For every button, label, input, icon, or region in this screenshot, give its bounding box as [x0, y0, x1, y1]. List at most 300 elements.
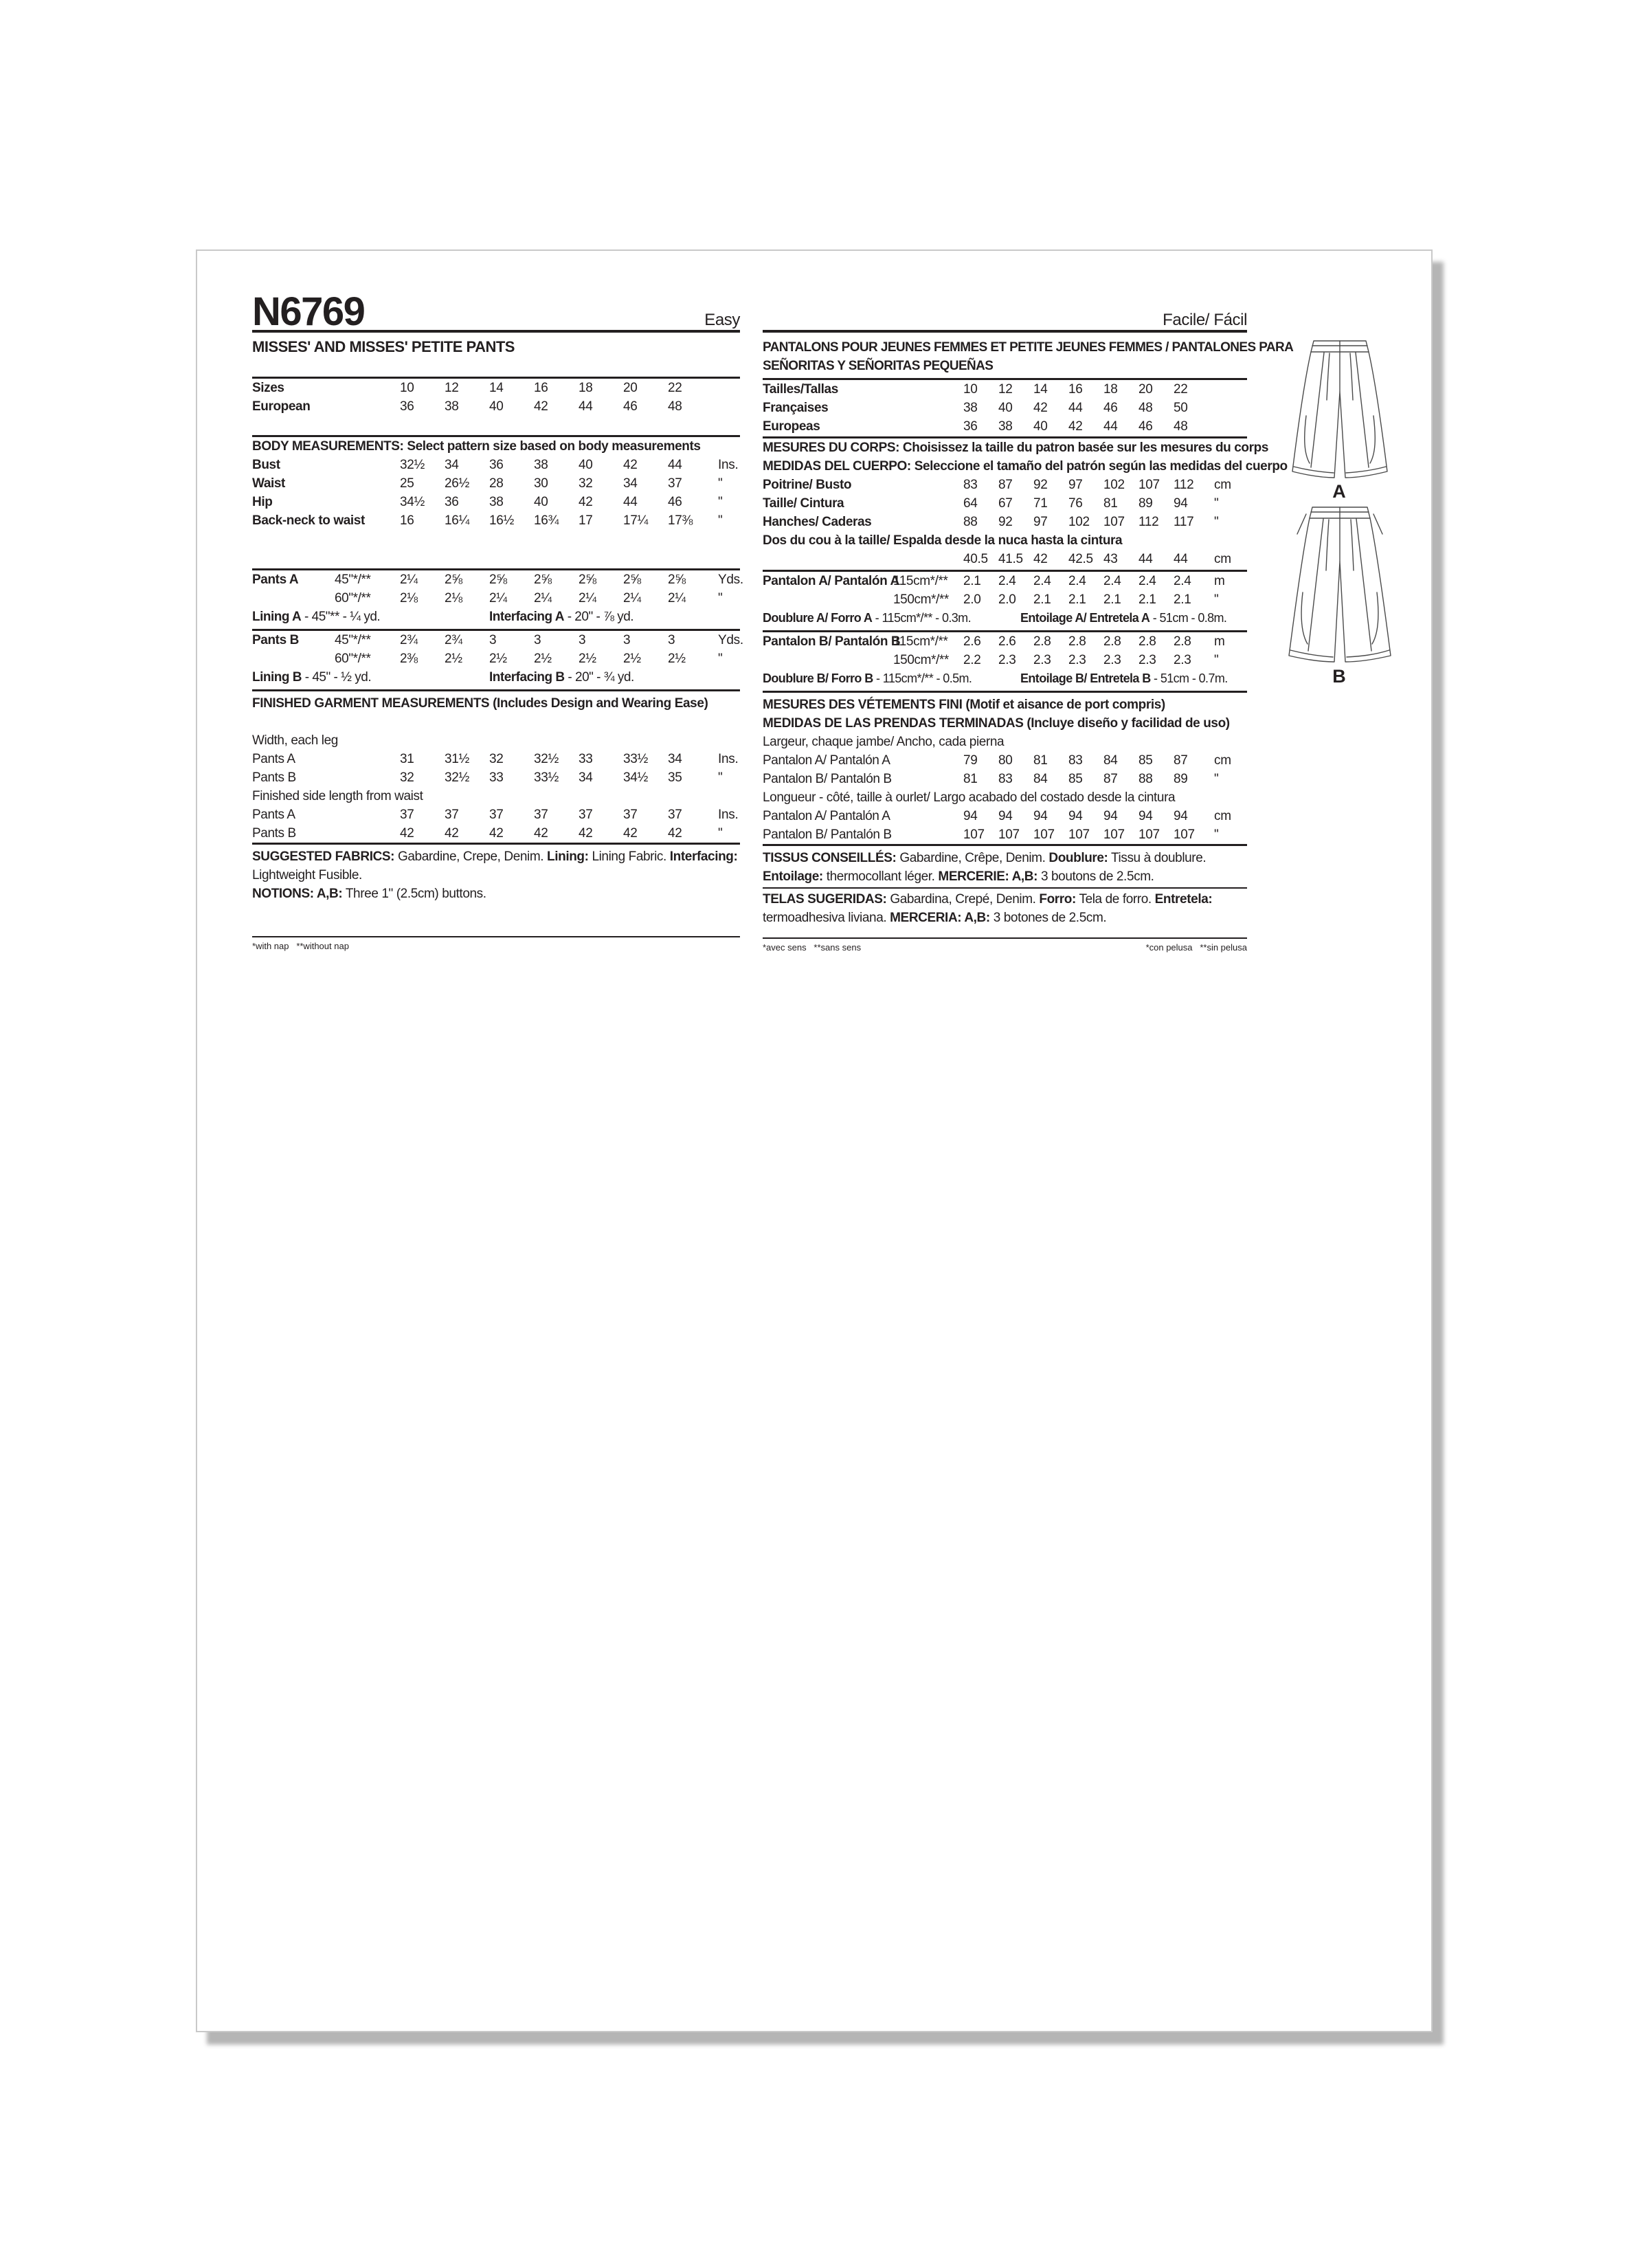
value-cell: 38	[489, 495, 504, 509]
pattern-number: N6769	[252, 289, 365, 334]
value-cell: 94	[1068, 809, 1083, 823]
unit-cell: "	[1214, 592, 1219, 607]
row-label: Pants A 45"*/**	[252, 570, 400, 589]
value-cell: 107	[1103, 515, 1125, 529]
value-cell: 112	[1174, 478, 1194, 492]
value-cell: 34½	[400, 495, 425, 509]
lining-interfacing-b-row	[252, 668, 740, 687]
value-cell: 34	[623, 476, 638, 491]
row-label: Europeas	[763, 419, 820, 434]
value-cell: 94	[963, 809, 978, 823]
value-cell: 36	[445, 495, 459, 509]
divider	[252, 843, 740, 845]
value-cell: 79	[963, 753, 978, 768]
value-cell: 42	[623, 826, 638, 841]
value-cell: 2.3	[1068, 653, 1086, 667]
value-cell: 25	[400, 476, 414, 491]
value-cell: 33	[579, 752, 593, 766]
unit-cell: cm	[1214, 809, 1231, 823]
value-cell: 94	[1033, 809, 1048, 823]
value-cell: 2⅜	[400, 652, 418, 666]
value-cell: 2.0	[963, 592, 981, 607]
row-label: Pantalon A/ Pantalón A 115cm*/**	[763, 572, 963, 590]
pattern-header	[252, 271, 740, 334]
value-cell: 42	[579, 495, 593, 509]
value-cell: 17¼	[623, 513, 649, 528]
divider	[763, 691, 1247, 693]
value-cell: 2¼	[668, 591, 686, 605]
value-cell: 2¼	[623, 591, 641, 605]
value-cell: 2½	[445, 652, 462, 666]
table-row	[763, 417, 1247, 436]
row-label: Hanches/ Caderas	[763, 515, 872, 529]
divider	[763, 844, 1247, 846]
value-cell: 85	[1138, 753, 1153, 768]
table-row	[763, 770, 1247, 788]
value-cell: 46	[668, 495, 682, 509]
value-cell: 2.4	[1174, 574, 1191, 588]
longueur-label: Longueur - côté, taille à ourlet/ Largo acabado del costado desde la cintura	[763, 790, 1176, 805]
value-cell: 2.4	[998, 574, 1016, 588]
value-cell: 112	[1138, 515, 1159, 529]
value-cell: 48	[668, 399, 682, 414]
value-cell: 2.8	[1138, 634, 1156, 649]
row-label: Hip	[252, 495, 273, 509]
value-cell: 46	[1138, 419, 1153, 434]
unit-cell	[713, 397, 740, 416]
fabric-width-spec: 150cm*/**	[893, 653, 949, 667]
row-label: Pants A	[252, 808, 295, 822]
value-cell: 107	[963, 827, 985, 842]
value-cell: 32½	[534, 752, 559, 766]
value-cell: 40	[534, 495, 548, 509]
unit-cell: "	[718, 513, 723, 528]
unit-cell: "	[718, 495, 723, 509]
value-cell: 85	[1068, 772, 1083, 786]
value-cell: 46	[623, 399, 638, 414]
fabric-width-spec: 60"*/**	[335, 591, 371, 605]
unit-cell: "	[1214, 515, 1219, 529]
value-cell: 48	[1138, 401, 1153, 415]
value-cell: 32	[400, 770, 414, 785]
value-cell: 97	[1068, 478, 1083, 492]
value-cell: 44	[668, 458, 682, 472]
value-cell: 67	[998, 496, 1013, 511]
body-measurements-header-es: MEDIDAS DEL CUERPO: Seleccione el tamaño del patrón según las medidas del cuerpo	[763, 459, 1288, 474]
value-cell: 94	[1174, 496, 1188, 511]
value-cell: 2.2	[963, 653, 981, 667]
value-cell: 107	[1138, 478, 1160, 492]
pants-b-illustration	[1285, 503, 1395, 665]
value-cell: 2⅛	[400, 591, 418, 605]
table-row	[252, 511, 740, 530]
table-row	[763, 550, 1247, 568]
table-row	[763, 590, 1247, 609]
fabric-width-spec: 45"*/**	[335, 572, 371, 587]
value-cell: 37	[400, 808, 414, 822]
value-cell: 14	[489, 381, 504, 395]
value-cell: 2.6	[998, 634, 1016, 649]
yardage-pantalon-a-table	[763, 572, 1247, 609]
value-cell: 83	[963, 478, 978, 492]
value-cell: 20	[623, 381, 638, 395]
value-cell: 84	[1033, 772, 1048, 786]
unit-cell: cm	[1214, 552, 1231, 566]
row-label: Bust	[252, 458, 280, 472]
value-cell: 30	[534, 476, 548, 491]
value-cell: 102	[1068, 515, 1090, 529]
value-cell: 2.1	[963, 574, 981, 588]
value-cell: 76	[1068, 496, 1083, 511]
row-label: Pants B	[252, 826, 296, 841]
value-cell: 42	[534, 826, 548, 841]
value-cell: 2.1	[1174, 592, 1191, 607]
value-cell: 16	[400, 513, 414, 528]
row-label	[252, 589, 400, 608]
table-row	[252, 589, 740, 608]
value-cell: 35	[668, 770, 682, 785]
value-cell: 34½	[623, 770, 649, 785]
notions-line: NOTIONS: A,B: Three 1" (2.5cm) buttons.	[252, 887, 486, 901]
yardage-pants-b-table	[252, 631, 743, 668]
fabric-width-spec: 45"*/**	[335, 633, 371, 647]
sizes-table-en	[252, 379, 740, 416]
row-label	[763, 590, 963, 609]
largeur-label: Largeur, chaque jambe/ Ancho, cada pierna	[763, 735, 1005, 749]
value-cell: 38	[534, 458, 548, 472]
value-cell: 2⅝	[445, 572, 462, 587]
row-label: Waist	[252, 476, 285, 491]
unit-cell: "	[1214, 827, 1219, 842]
value-cell: 3	[534, 633, 541, 647]
value-cell: 107	[1103, 827, 1125, 842]
value-cell: 2.4	[1103, 574, 1121, 588]
value-cell: 36	[963, 419, 978, 434]
value-cell: 87	[1174, 753, 1188, 768]
suggested-fabrics-paragraph: SUGGESTED FABRICS: Gabardine, Crepe, Denim. Lining: Lining Fabric. Interfacing: Lightweight Fusible.	[252, 849, 738, 882]
unit-cell: Yds.	[718, 633, 743, 647]
value-cell: 37	[534, 808, 548, 822]
telas-paragraph: TELAS SUGERIDAS: Gabardina, Crepé, Denim. Forro: Tela de forro. Entretela: termoadhesiva liviana. MERCERIA: A,B: 3 botones de 2.5cm.	[763, 892, 1213, 925]
table-row	[763, 572, 1247, 590]
unit-cell: Ins.	[718, 808, 739, 822]
value-cell: 37	[579, 808, 593, 822]
doublure-a: Doublure A/ Forro A - 115cm*/** - 0.3m.	[763, 611, 971, 625]
unit-cell: cm	[1214, 753, 1231, 768]
value-cell: 81	[1033, 753, 1048, 768]
garment-views	[1275, 337, 1405, 688]
value-cell: 2.3	[1174, 653, 1191, 667]
nap-footnote-es: *con pelusa **sin pelusa	[1145, 942, 1247, 953]
value-cell: 81	[1103, 496, 1118, 511]
row-label: Pantalon B/ Pantalón B	[763, 772, 892, 786]
value-cell: 17⅜	[668, 513, 693, 528]
value-cell: 42	[579, 826, 593, 841]
footnote-divider	[252, 936, 740, 937]
nap-footnote-fr: *avec sens **sans sens	[763, 942, 862, 953]
value-cell: 36	[400, 399, 414, 414]
row-label: Sizes	[252, 381, 284, 395]
sizes-table-intl	[763, 380, 1247, 436]
interfacing-a: Interfacing A - 20" - ⅞ yd.	[489, 610, 634, 624]
value-cell: 2⅝	[579, 572, 596, 587]
yardage-pantalon-b-table	[763, 632, 1247, 669]
value-cell: 2⅝	[489, 572, 507, 587]
value-cell: 2.1	[1138, 592, 1156, 607]
row-label	[252, 649, 400, 668]
value-cell: 26½	[445, 476, 470, 491]
finished-measurements-header-es: MEDIDAS DE LAS PRENDAS TERMINADAS (Incluye diseño y facilidad de uso)	[763, 716, 1230, 731]
table-row	[763, 494, 1247, 513]
value-cell: 48	[1174, 419, 1188, 434]
doublure-entoilage-b-row	[763, 669, 1247, 688]
value-cell: 32½	[400, 458, 425, 472]
back-neck-label-intl: Dos du cou à la taille/ Espalda desde la nuca hasta la cintura	[763, 533, 1123, 548]
finished-measurements-header: FINISHED GARMENT MEASUREMENTS (Includes Design and Wearing Ease)	[252, 696, 708, 711]
yardage-pants-a-table	[252, 570, 743, 608]
value-cell: 2½	[534, 652, 552, 666]
table-row	[763, 807, 1247, 825]
value-cell: 2¾	[400, 633, 418, 647]
fabric-width-spec: 115cm*/**	[893, 574, 948, 588]
value-cell: 94	[1174, 809, 1188, 823]
table-row	[252, 631, 743, 649]
row-label	[763, 550, 963, 568]
value-cell: 16	[1068, 382, 1083, 397]
value-cell: 16¾	[534, 513, 559, 528]
finished-measurements-header-fr: MESURES DES VÉTEMENTS FINI (Motif et aisance de port compris)	[763, 698, 1165, 712]
value-cell: 83	[998, 772, 1013, 786]
value-cell: 40	[1033, 419, 1048, 434]
value-cell: 3	[489, 633, 497, 647]
value-cell: 42	[1033, 401, 1048, 415]
fabric-width-spec: 115cm*/**	[893, 634, 948, 649]
row-label: European	[252, 399, 311, 414]
unit-cell: "	[718, 591, 723, 605]
value-cell: 10	[963, 382, 978, 397]
lining-a: Lining A - 45"** - ¼ yd.	[252, 610, 381, 624]
table-row	[763, 651, 1247, 669]
pattern-title-intl	[763, 338, 1294, 375]
lining-b: Lining B - 45" - ½ yd.	[252, 670, 372, 685]
difficulty-label-intl: Facile/ Fácil	[1163, 311, 1247, 329]
value-cell: 88	[1138, 772, 1153, 786]
value-cell: 2.6	[963, 634, 981, 649]
value-cell: 2.4	[1138, 574, 1156, 588]
lining-interfacing-a-row	[252, 608, 740, 626]
value-cell: 107	[1138, 827, 1160, 842]
value-cell: 42	[400, 826, 414, 841]
value-cell: 2.8	[1033, 634, 1051, 649]
value-cell: 10	[400, 381, 414, 395]
unit-cell: "	[1214, 653, 1219, 667]
view-a-label: A	[1332, 481, 1347, 502]
table-row	[763, 476, 1247, 494]
value-cell: 107	[1174, 827, 1195, 842]
value-cell: 33½	[623, 752, 649, 766]
unit-cell: cm	[1214, 478, 1231, 492]
unit-cell	[713, 379, 740, 397]
unit-cell: Ins.	[718, 752, 739, 766]
unit-cell: m	[1214, 634, 1225, 649]
row-label: Taille/ Cintura	[763, 496, 844, 511]
unit-cell: "	[718, 826, 723, 841]
value-cell: 40.5	[963, 552, 988, 566]
french-spanish-column	[763, 271, 1294, 953]
value-cell: 2¾	[445, 633, 462, 647]
value-cell: 33	[489, 770, 504, 785]
value-cell: 17	[579, 513, 593, 528]
side-length-table-intl	[763, 807, 1247, 844]
value-cell: 2.3	[1103, 653, 1121, 667]
value-cell: 40	[579, 458, 593, 472]
value-cell: 16¼	[445, 513, 470, 528]
value-cell: 44	[1068, 401, 1083, 415]
value-cell: 2.4	[1033, 574, 1051, 588]
table-row	[252, 570, 743, 589]
value-cell: 28	[489, 476, 504, 491]
table-row	[252, 824, 740, 843]
value-cell: 2.1	[1033, 592, 1051, 607]
value-cell: 2.8	[1068, 634, 1086, 649]
pattern-title-en: MISSES' AND MISSES' PETITE PANTS	[252, 338, 515, 355]
value-cell: 80	[998, 753, 1013, 768]
value-cell: 107	[1033, 827, 1055, 842]
table-row	[252, 456, 740, 474]
pattern-header-intl	[763, 271, 1247, 330]
value-cell: 37	[489, 808, 504, 822]
value-cell: 44	[1103, 419, 1118, 434]
value-cell: 42	[489, 826, 504, 841]
row-label: Pantalon A/ Pantalón A	[763, 753, 890, 768]
value-cell: 40	[489, 399, 504, 414]
value-cell: 2.3	[1033, 653, 1051, 667]
value-cell: 2.1	[1068, 592, 1086, 607]
value-cell: 32½	[445, 770, 470, 785]
value-cell: 38	[445, 399, 459, 414]
footnote-divider	[763, 937, 1247, 939]
pattern-title-intl-line1: PANTALONS POUR JEUNES FEMMES ET PETITE JEUNES FEMMES / PANTALONES PARA	[763, 340, 1294, 355]
body-measurements-header-fr: MESURES DU CORPS: Choisissez la taille du patron basée sur les mesures du corps	[763, 441, 1269, 455]
value-cell: 34	[579, 770, 593, 785]
width-each-leg-table-intl	[763, 751, 1247, 788]
value-cell: 2¼	[534, 591, 552, 605]
value-cell: 44	[1138, 552, 1153, 566]
value-cell: 44	[623, 495, 638, 509]
row-label: Pants B 45"*/**	[252, 631, 400, 649]
nap-footnote-en: *with nap **without nap	[252, 941, 349, 951]
value-cell: 40	[998, 401, 1013, 415]
doublure-b: Doublure B/ Forro B - 115cm*/** - 0.5m.	[763, 671, 972, 685]
row-label: Poitrine/ Busto	[763, 478, 852, 492]
value-cell: 84	[1103, 753, 1118, 768]
value-cell: 2.4	[1068, 574, 1086, 588]
value-cell: 107	[998, 827, 1020, 842]
table-row	[763, 513, 1247, 531]
table-row	[252, 493, 740, 511]
table-row	[252, 750, 740, 768]
table-row	[252, 379, 740, 397]
unit-cell	[1209, 417, 1247, 436]
unit-cell: "	[718, 652, 723, 666]
value-cell: 33½	[534, 770, 559, 785]
english-column	[252, 271, 743, 951]
value-cell: 102	[1103, 478, 1125, 492]
table-row	[252, 397, 740, 416]
value-cell: 16½	[489, 513, 515, 528]
value-cell: 46	[1103, 401, 1118, 415]
row-label: Pants A	[252, 752, 295, 766]
value-cell: 3	[623, 633, 631, 647]
value-cell: 83	[1068, 753, 1083, 768]
value-cell: 42	[668, 826, 682, 841]
value-cell: 32	[489, 752, 504, 766]
value-cell: 2½	[579, 652, 596, 666]
side-length-table	[252, 805, 740, 843]
value-cell: 2.0	[998, 592, 1016, 607]
value-cell: 3	[579, 633, 586, 647]
value-cell: 41.5	[998, 552, 1023, 566]
table-row	[763, 632, 1247, 651]
value-cell: 88	[963, 515, 978, 529]
view-b-label: B	[1332, 666, 1347, 687]
unit-cell	[1209, 380, 1247, 399]
table-row	[252, 768, 740, 787]
value-cell: 92	[1033, 478, 1048, 492]
divider	[252, 689, 740, 691]
value-cell: 71	[1033, 496, 1048, 511]
entoilage-b: Entoilage B/ Entretela B - 51cm - 0.7m.	[1020, 671, 1228, 685]
value-cell: 92	[998, 515, 1013, 529]
value-cell: 36	[489, 458, 504, 472]
value-cell: 42.5	[1068, 552, 1093, 566]
row-label: Pantalon B/ Pantalón B 115cm*/**	[763, 632, 963, 651]
tissus-paragraph: TISSUS CONSEILLÉS: Gabardine, Crêpe, Denim. Doublure: Tissu à doublure. Entoilage: thermocollant léger. MERCERIE: A,B: 3 boutons de 2.5cm.	[763, 851, 1207, 884]
value-cell: 94	[1103, 809, 1118, 823]
fabric-width-spec: 60"*/**	[335, 652, 371, 666]
value-cell: 22	[668, 381, 682, 395]
table-row	[763, 380, 1247, 399]
pattern-title-intl-line2: SEÑORITAS Y SEÑORITAS PEQUEÑAS	[763, 359, 994, 373]
value-cell: 43	[1103, 552, 1118, 566]
table-row	[763, 751, 1247, 770]
value-cell: 34	[668, 752, 682, 766]
value-cell: 37	[668, 476, 682, 491]
unit-cell	[1209, 399, 1247, 417]
value-cell: 2⅝	[623, 572, 641, 587]
value-cell: 12	[445, 381, 459, 395]
doublure-entoilage-a-row	[763, 609, 1247, 627]
unit-cell: "	[718, 476, 723, 491]
value-cell: 89	[1138, 496, 1153, 511]
value-cell: 42	[534, 399, 548, 414]
value-cell: 42	[445, 826, 459, 841]
back-neck-values-intl	[763, 550, 1247, 568]
value-cell: 12	[998, 382, 1013, 397]
difficulty-label-en: Easy	[704, 311, 740, 329]
divider	[763, 330, 1247, 333]
body-measurements-table-intl	[763, 476, 1247, 531]
unit-cell: "	[1214, 496, 1219, 511]
value-cell: 2¼	[579, 591, 596, 605]
value-cell: 50	[1174, 401, 1188, 415]
value-cell: 16	[534, 381, 548, 395]
value-cell: 42	[1068, 419, 1083, 434]
value-cell: 2½	[489, 652, 507, 666]
value-cell: 34	[445, 458, 459, 472]
value-cell: 37	[668, 808, 682, 822]
row-label: Back-neck to waist	[252, 513, 365, 528]
